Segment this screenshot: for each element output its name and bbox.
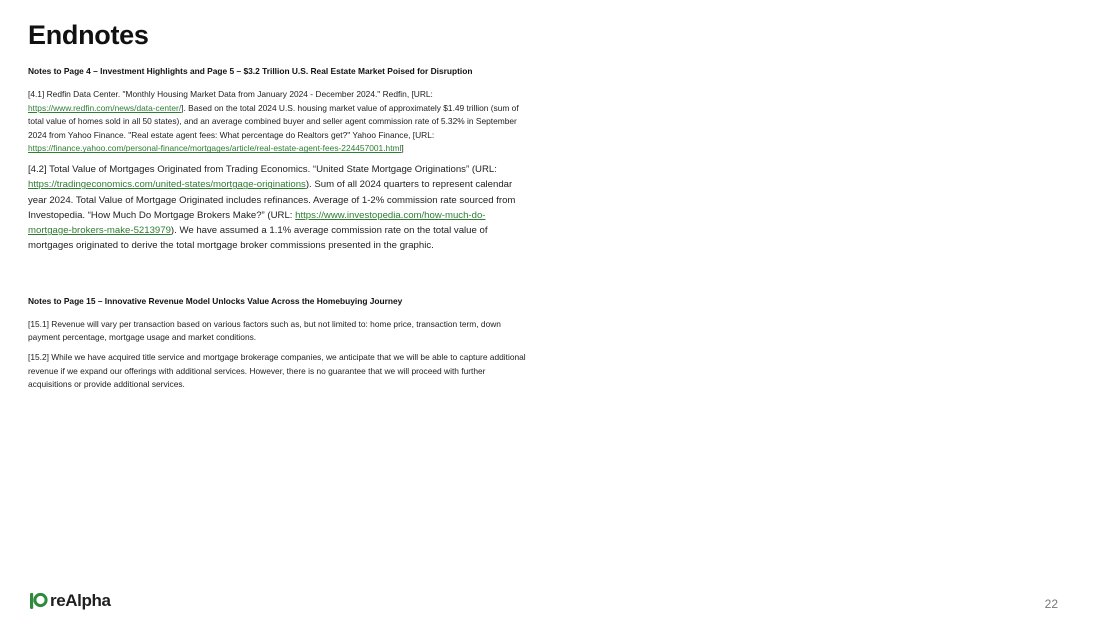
endnotes-content xyxy=(28,66,528,398)
section-heading-page-4-5: Notes to Page 4 – Investment Highlights and Page 5 – $3.2 Trillion U.S. Real Estate Market Poised for Disruption xyxy=(28,66,473,76)
endnote-15-2: [15.2] While we have acquired title service and mortgage brokerage companies, we anticipate that we will be able to capture additional revenue if we expand our offerings with additional services. However, there is no guarantee that we will proceed with further acquisitions or provide additional services. xyxy=(28,351,526,390)
endnote-4-2: [4.2] Total Value of Mortgages Originated from Trading Economics. “United State Mortgage Originations” (URL: https://tradingeconomics.com/united-states/mortgage-originations). Sum of all 2024 quarters to represent calendar year 2024. Total Value of Mortgage Originated includes refinances. Average of 1-2% commission rate sourced from Investopedia. “How Much Do Mortgage Brokers Make?” (URL: https://www.investopedia.com/how-much-do-mortgage-brokers-make-5213979). We have assumed a 1.1% average commission rate on the total value of mortgages originated to derive the total mortgage broker commissions presented in the graphic. xyxy=(28,163,516,252)
endnote-4-1: [4.1] Redfin Data Center. "Monthly Housing Market Data from January 2024 - December 2024." Redfin, [URL: https://www.redfin.com/news/data-center/]. Based on the total 2024 U.S. housing market value of approximately $1.49 trillion (sum of total value of homes sold in all 50 states), and an average combined buyer and seller agent commission rate of 5.32% in September 2024 from Yahoo Finance. "Real estate agent fees: What percentage do Realtors get?" Yahoo Finance, [URL: https://finance.yahoo.com/personal-finance/mortgages/article/real-estate-agent-fees-224457001.html] xyxy=(28,89,519,154)
realpha-logo xyxy=(28,591,111,611)
page-number: 22 xyxy=(1044,597,1058,611)
redfin-data-center-link[interactable]: https://www.redfin.com/news/data-center/ xyxy=(28,102,182,113)
section-spacer xyxy=(28,262,528,296)
investopedia-link[interactable]: https://www.investopedia.com/how-much-do-mortgage-brokers-make-5213979 xyxy=(28,209,486,237)
trading-economics-link[interactable]: https://tradingeconomics.com/united-states/mortgage-originations xyxy=(28,179,306,191)
logo-text: reAlpha xyxy=(50,591,111,610)
realpha-logo-mark-icon xyxy=(28,591,48,611)
section-heading-page-15: Notes to Page 15 – Innovative Revenue Model Unlocks Value Across the Homebuying Journey xyxy=(28,295,403,306)
yahoo-finance-link[interactable]: https://finance.yahoo.com/personal-finance/mortgages/article/real-estate-agent-fees-224457001.html xyxy=(28,143,402,154)
page-title: Endnotes xyxy=(28,20,149,50)
endnote-15-1: [15.1] Revenue will vary per transaction based on various factors such as, but not limited to: home price, transaction term, down payment percentage, mortgage usage and market conditions. xyxy=(28,318,501,343)
